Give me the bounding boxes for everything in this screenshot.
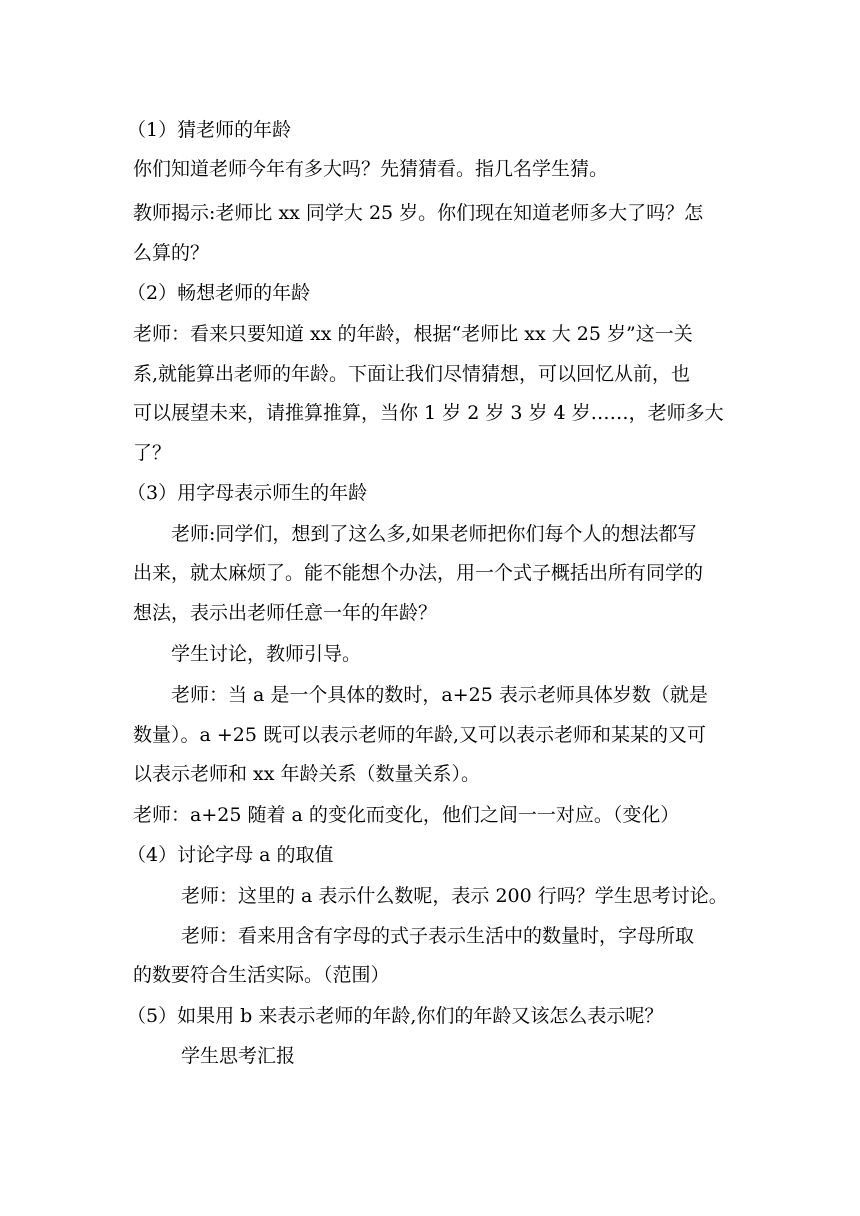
section-heading-1: （1）猜老师的年龄 xyxy=(127,119,292,141)
section-heading-3: （3）用字母表示师生的年龄 xyxy=(127,482,368,504)
paragraph-line: 么算的？ xyxy=(133,242,210,264)
paragraph-line: 学生思考汇报 xyxy=(181,1045,296,1067)
section-heading-2: （2）畅想老师的年龄 xyxy=(127,282,311,304)
paragraph-line: 教师揭示:老师比 xx 同学大 25 岁。你们现在知道老师多大了吗？怎 xyxy=(133,202,704,224)
paragraph-line: 学生讨论，教师引导。 xyxy=(171,643,362,665)
paragraph-line: 可以展望未来，请推算推算，当你 1 岁 2 岁 3 岁 4 岁……，老师多大 xyxy=(133,402,724,424)
paragraph-line: 你们知道老师今年有多大吗？先猜猜看。指几名学生猜。 xyxy=(133,158,609,180)
paragraph-line: 老师：看来用含有字母的式子表示生活中的数量时，字母所取 xyxy=(181,925,695,947)
section-heading-4: （4）讨论字母 a 的取值 xyxy=(127,844,334,866)
paragraph-line: 老师：a+25 随着 a 的变化而变化，他们之间一一对应。（变化） xyxy=(133,804,680,826)
paragraph-line: 的数要符合生活实际。（范围） xyxy=(133,964,390,986)
paragraph-line: 老师：这里的 a 表示什么数呢，表示 200 行吗？学生思考讨论。 xyxy=(181,885,728,907)
paragraph-line: 想法，表示出老师任意一年的年龄？ xyxy=(133,602,438,624)
paragraph-line: 老师：当 a 是一个具体的数时，a+25 表示老师具体岁数（就是 xyxy=(171,684,708,706)
section-heading-5: （5）如果用 b 来表示老师的年龄,你们的年龄又该怎么表示呢？ xyxy=(127,1005,664,1027)
paragraph-line: 老师：看来只要知道 xx 的年龄，根据“老师比 xx 大 25 岁”这一关 xyxy=(133,323,693,345)
paragraph-line: 系,就能算出老师的年龄。下面让我们尽情猜想，可以回忆从前，也 xyxy=(133,363,691,385)
paragraph-line: 数量）。a +25 既可以表示老师的年龄,又可以表示老师和某某的又可 xyxy=(133,724,707,746)
paragraph-line: 以表示老师和 xx 年龄关系（数量关系）。 xyxy=(133,763,481,785)
paragraph-line: 老师:同学们，想到了这么多,如果老师把你们每个人的想法都写 xyxy=(171,523,697,545)
paragraph-line: 了？ xyxy=(133,442,172,464)
paragraph-line: 出来，就太麻烦了。能不能想个办法，用一个式子概括出所有同学的 xyxy=(133,562,704,584)
